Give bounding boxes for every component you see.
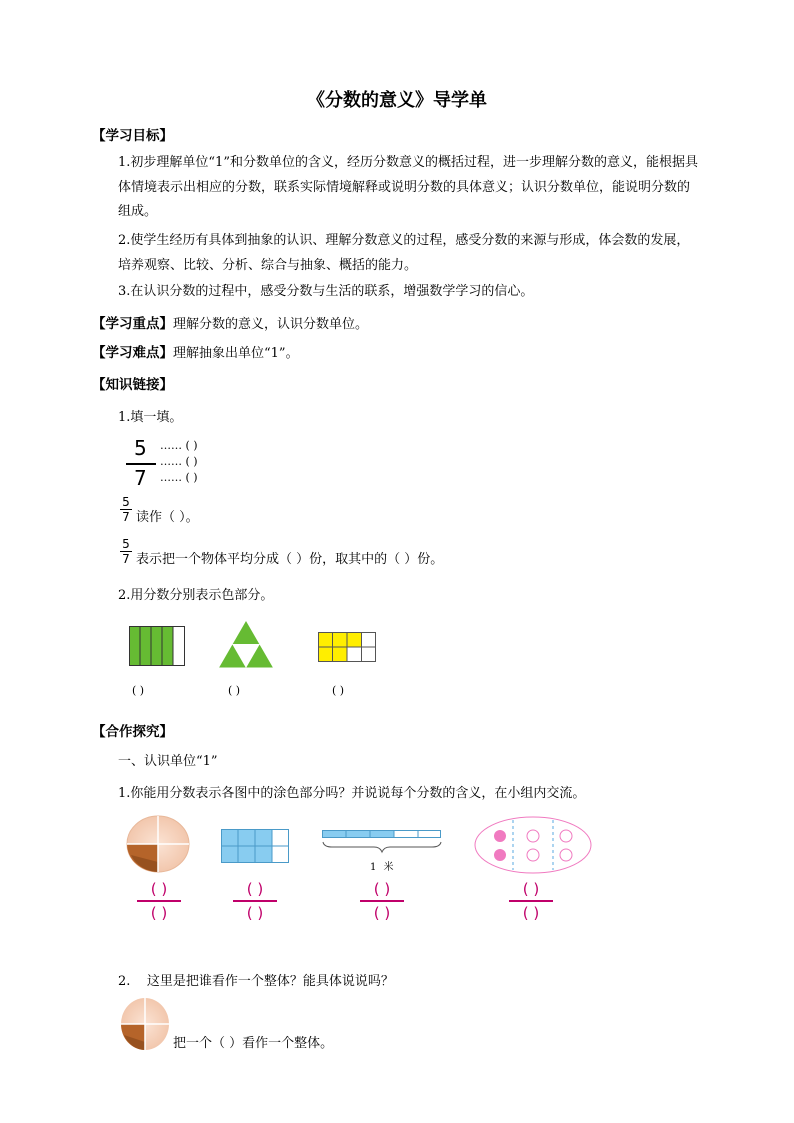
- link-q2: 2.用分数分别表示色部分。: [118, 588, 274, 603]
- goal-item-1: 1.初步理解单位“1”和分数单位的含义，经历分数意义的概括过程，进一步理解分数的意义，能根据具体情境表示出相应的分数，联系实际情境解释或说明分数的具体意义；认识分数单位，能说明分数的组成。: [118, 155, 698, 219]
- blue-grid-figure: [221, 829, 289, 863]
- fraction-blank-3-num: ( ): [373, 880, 391, 898]
- fraction-blank-3-den: ( ): [373, 903, 391, 922]
- fraction-blank-4[interactable]: [509, 880, 553, 922]
- dots-3: ……: [160, 471, 182, 484]
- meter-ruler-figure: [322, 830, 442, 858]
- page-title: 《分数的意义》导学单: [307, 90, 487, 111]
- goal-item-3: 3.在认识分数的过程中，感受分数与生活的联系，增强数学学习的信心。: [118, 284, 534, 299]
- blank-shape-1[interactable]: ( ): [132, 684, 145, 697]
- meaning-line: 表示把一个物体平均分成（ ）份，取其中的（ ）份。: [136, 552, 444, 567]
- difficulty-text: 理解抽象出单位“1”。: [173, 346, 299, 361]
- fraction-parts-list: [160, 438, 198, 486]
- link-q1: 1.填一填。: [118, 410, 183, 425]
- ruler-label: 1 米: [370, 862, 396, 873]
- fraction-blank-4-num: ( ): [522, 880, 540, 898]
- blank-numerator-part[interactable]: ( ): [185, 439, 198, 452]
- pancake-figure: [126, 815, 190, 873]
- difficulty-heading: 【学习难点】: [92, 345, 173, 361]
- explore-heading: 【合作探究】: [92, 724, 173, 740]
- green-triangle-figure: [220, 622, 272, 668]
- small-fraction-1: [120, 496, 132, 523]
- small-fraction-2-num: 5: [122, 537, 130, 551]
- dots-2: ……: [160, 455, 182, 468]
- link-heading: 【知识链接】: [92, 377, 173, 393]
- read-as-line: 读作（ ）。: [136, 510, 199, 525]
- explore-q2-answer: 把一个（ ）看作一个整体。: [173, 1036, 334, 1051]
- small-fraction-2-den: 7: [122, 552, 130, 566]
- fraction-blank-1[interactable]: [137, 880, 181, 922]
- focus-heading: 【学习重点】: [92, 316, 173, 332]
- fraction-blank-1-den: ( ): [150, 903, 168, 922]
- fraction-blank-2-den: ( ): [246, 903, 264, 922]
- fraction-blank-2-num: ( ): [246, 880, 264, 898]
- circles-ellipse-figure: [474, 816, 592, 874]
- big-fraction-denominator: 7: [134, 466, 147, 490]
- explore-section-1: 一、认识单位“1”: [118, 754, 218, 769]
- focus-line: [92, 313, 368, 336]
- dots-1: ……: [160, 439, 182, 452]
- fraction-bar: [126, 463, 156, 465]
- fraction-blank-4-den: ( ): [522, 903, 540, 922]
- focus-text: 理解分数的意义，认识分数单位。: [173, 317, 369, 332]
- green-rectangle-figure: [129, 626, 185, 666]
- fraction-blank-3[interactable]: [360, 880, 404, 922]
- blank-shape-2[interactable]: ( ): [228, 684, 241, 697]
- explore-q2: 2. 这里是把谁看作一个整体？能具体说说吗？: [118, 974, 394, 989]
- difficulty-line: [92, 342, 299, 365]
- blank-denominator-part[interactable]: ( ): [185, 471, 198, 484]
- small-fraction-1-den: 7: [122, 510, 130, 524]
- yellow-grid-figure: [318, 632, 376, 662]
- fraction-blank-2[interactable]: [233, 880, 277, 922]
- explore-q1: 1.你能用分数表示各图中的涂色部分吗？并说说每个分数的含义，在小组内交流。: [118, 786, 586, 801]
- pancake-small-figure: [121, 998, 169, 1050]
- goals-heading: 【学习目标】: [92, 128, 173, 144]
- goal-item-2: 2.使学生经历有具体到抽象的认识、理解分数意义的过程，感受分数的来源与形成，体会数的发展，培养观察、比较、分析、综合与抽象、概括的能力。: [118, 233, 690, 273]
- fraction-blank-1-num: ( ): [150, 880, 168, 898]
- small-fraction-2: [120, 538, 132, 565]
- small-fraction-1-num: 5: [122, 495, 130, 509]
- big-fraction-numerator: 5: [134, 436, 147, 460]
- blank-shape-3[interactable]: ( ): [332, 684, 345, 697]
- blank-bar-part[interactable]: ( ): [185, 455, 198, 468]
